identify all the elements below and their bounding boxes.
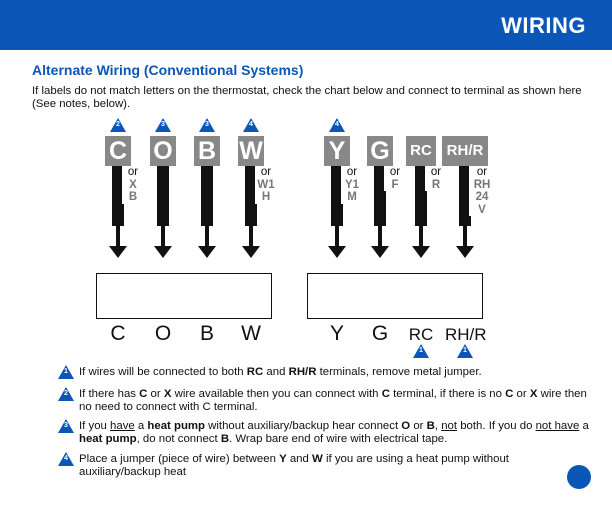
down-arrow-icon (154, 246, 172, 258)
alt-or-text: or (476, 166, 488, 178)
note-text-part: or (513, 388, 530, 400)
note-text-part: If there has (79, 388, 140, 400)
note-text-part: , do not connect (136, 433, 221, 446)
wire-alternates (341, 166, 363, 204)
note-number: 2 (116, 121, 120, 128)
wire-label: C (105, 136, 131, 166)
header-bar (0, 0, 612, 50)
terminal-label-o: O (154, 322, 172, 345)
wire-body (201, 166, 213, 226)
note-text-part: B (220, 433, 230, 446)
wire-label: O (150, 136, 176, 166)
wire-label: RH/R (442, 136, 488, 166)
alt-label: RH (473, 178, 491, 191)
wire-stem (249, 226, 253, 248)
wire-stem (378, 226, 382, 248)
down-arrow-icon (109, 246, 127, 258)
note-number: 2 (64, 390, 68, 397)
note-text-part: and (263, 366, 289, 378)
wire-stem (205, 226, 209, 248)
note-text (79, 388, 589, 415)
down-arrow-icon (456, 246, 474, 258)
note-text (79, 366, 589, 379)
note-text-part: both. If you do (457, 420, 536, 432)
note-text-part: , (434, 420, 442, 432)
wire-label: W (239, 137, 263, 165)
note-number: 4 (249, 121, 253, 128)
note-text-part: have (110, 420, 135, 432)
alt-or-text: or (346, 166, 358, 178)
note-marker-icon (110, 118, 126, 132)
alt-label: V (478, 203, 486, 216)
alt-label: M (347, 191, 357, 203)
note-text-part: RC (246, 366, 264, 378)
note-text-part: C (505, 388, 514, 400)
down-arrow-icon (242, 246, 260, 258)
wire-label: Y (324, 136, 350, 166)
note-text-part: RH/R (288, 366, 317, 378)
note-marker-icon (58, 387, 74, 401)
terminal-label-c: C (110, 322, 126, 345)
note-text-part: terminal, if there is no (389, 388, 506, 400)
note-text-part: X (529, 388, 538, 400)
note-text-part: . Wrap bare end of wire with electrical tape. (229, 433, 448, 446)
alt-label: W1 (257, 178, 275, 191)
wire-label: G (367, 136, 393, 166)
down-arrow-icon (371, 246, 389, 258)
wire-body (157, 166, 169, 226)
intro-text: If labels do not match letters on the thermostat, check the chart below and connect to terminal as shown here (See notes, below). (32, 85, 582, 111)
note-text-part: C (139, 388, 148, 400)
alt-or-text: or (127, 166, 139, 178)
alt-label: R (431, 178, 441, 191)
note-marker-icon (329, 118, 345, 132)
alt-label: F (391, 178, 399, 191)
alt-or-text: or (430, 166, 442, 178)
note-text (79, 453, 589, 480)
page-title: WIRING (501, 13, 586, 38)
note-marker-icon (155, 118, 171, 132)
terminal-label-g: G (371, 322, 389, 345)
note-marker-icon (199, 118, 215, 132)
note-text-part: and (286, 453, 313, 465)
note-marker-icon (58, 452, 74, 466)
note-number: 4 (335, 121, 339, 128)
note-text-part: or (410, 420, 427, 432)
wire-alternates (122, 166, 144, 204)
note-text-part: without auxiliary/backup hear connect (205, 420, 402, 432)
down-arrow-icon (412, 246, 430, 258)
terminal-block-right (307, 273, 483, 319)
terminal-label-y: Y (329, 322, 344, 345)
section-title: Alternate Wiring (Conventional Systems) (32, 62, 304, 78)
wire-stem (419, 226, 423, 248)
terminal-label-rh-r: RH/R (445, 325, 487, 344)
note-text-part: a (134, 420, 148, 432)
note-marker-icon (58, 365, 74, 379)
page-indicator-dot (567, 465, 591, 489)
terminal-label-b: B (199, 322, 214, 345)
note-text-part: not have (535, 420, 580, 432)
note-text-part: a (579, 420, 589, 432)
terminal-label-w: W (241, 322, 261, 345)
wire-label: B (194, 136, 220, 166)
note-text-part: or (147, 388, 164, 400)
wire-stem (161, 226, 165, 248)
alt-label: H (261, 191, 271, 203)
alt-or-text: or (389, 166, 401, 178)
alt-label: B (128, 191, 138, 203)
note-text (79, 420, 589, 447)
note-text-part: X (163, 388, 172, 400)
terminal-label-rc: RC (408, 325, 434, 344)
alt-label: Y1 (344, 178, 360, 191)
note-text-part: Place a jumper (piece of wire) between (79, 453, 280, 465)
alt-or-text: or (260, 166, 272, 178)
note-text-part: If wires will be connected to both (79, 366, 247, 378)
note-text-part: Y (279, 453, 287, 465)
wire-alternates (384, 166, 406, 191)
note-marker-icon (457, 344, 473, 358)
wire-alternates (425, 166, 447, 191)
note-number: 3 (205, 121, 209, 128)
note-number: 1 (64, 368, 68, 375)
note-text-part: terminals, remove metal jumper. (316, 366, 482, 378)
note-text-part: wire then no need to connect with C terminal. (79, 388, 587, 414)
note-text-part: if you are using a heat pump without auxiliary/backup heat (79, 453, 509, 479)
note-text-part: heat pump (79, 433, 137, 446)
note-text-part: If you (79, 420, 111, 432)
note-marker-icon (243, 118, 259, 132)
note-text-part: W (312, 453, 323, 465)
note-number: 1 (463, 347, 467, 354)
note-text-part: not (441, 420, 458, 432)
note-text-part: C (381, 388, 390, 400)
note-number: 4 (64, 455, 68, 462)
down-arrow-icon (198, 246, 216, 258)
wire-label: RC (406, 136, 436, 166)
wire-stem (463, 226, 467, 248)
alt-label: X (129, 178, 137, 191)
note-marker-icon (58, 419, 74, 433)
note-text-part: B (426, 420, 435, 432)
note-marker-icon (413, 344, 429, 358)
note-text-part: O (401, 420, 411, 432)
note-text-part: wire available then you can connect with (171, 388, 382, 400)
alt-label: 24 (475, 191, 489, 203)
wire-stem (335, 226, 339, 248)
terminal-block-left (96, 273, 272, 319)
note-text-part: heat pump (147, 420, 205, 432)
note-number: 1 (419, 347, 423, 354)
note-number: 3 (64, 422, 68, 429)
note-number: 3 (161, 121, 165, 128)
wire-stem (116, 226, 120, 248)
wire-alternates (469, 166, 495, 216)
down-arrow-icon (328, 246, 346, 258)
wire-alternates (255, 166, 277, 204)
